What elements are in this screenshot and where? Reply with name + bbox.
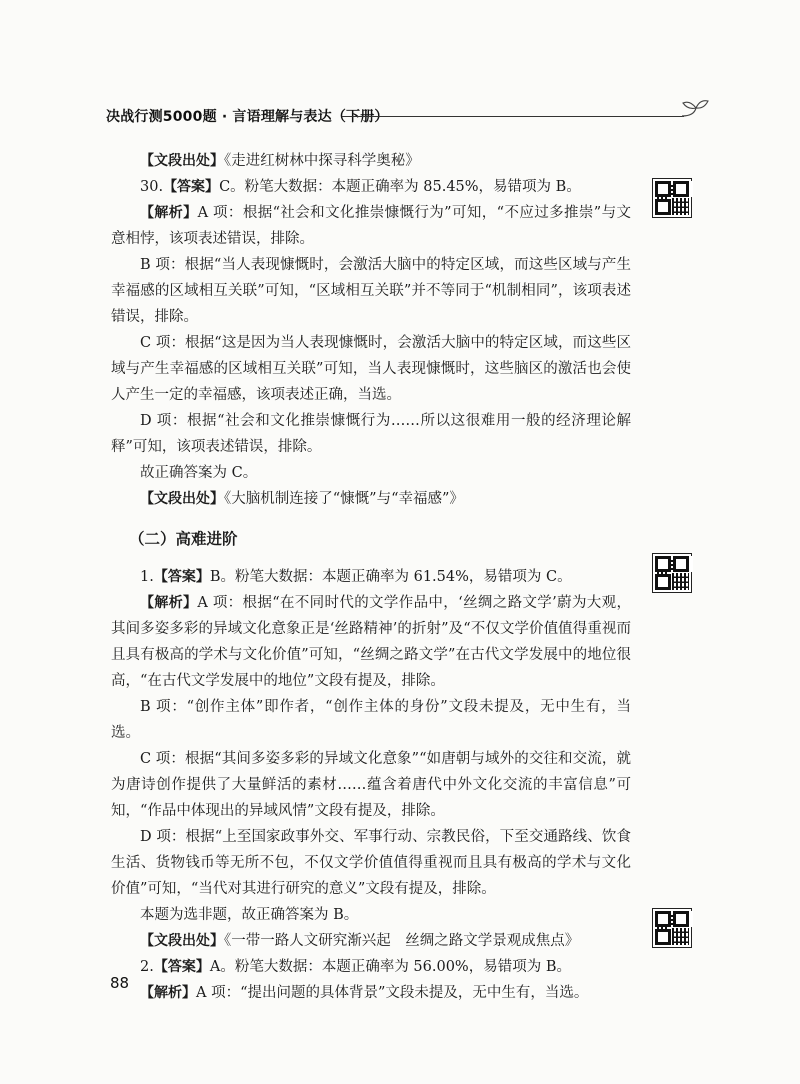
source-line [111, 928, 631, 954]
answer-line-1 [111, 564, 631, 590]
leaf-sprout-icon [680, 98, 710, 120]
option-analysis-d: D 项：根据“上至国家政事外交、军事行动、宗教民俗，下至交通路线、饮食生活、货物钱币等无所不包，不仅文学价值值得重视而且具有极高的学术与文化价值”可知，“当代对其进行研究的意义”文段有提及，排除。 [111, 829, 631, 897]
option-analysis-d: D 项：根据“社会和文化推崇慷慨行为……所以这很难用一般的经济理论解释”可知，该项表述错误，排除。 [111, 413, 631, 455]
answer-line-30 [111, 174, 631, 200]
analysis-label: 【解析】 [140, 985, 196, 1001]
qr-code-icon[interactable] [652, 908, 692, 948]
section-title: （二）高难进阶 [129, 530, 238, 548]
analysis-paragraph [111, 590, 631, 694]
question-number: 2. [140, 959, 154, 975]
source-label: 【文段出处】 [140, 933, 224, 949]
answer-label: 【答案】 [163, 179, 220, 195]
question-number: 30. [140, 179, 164, 195]
analysis-paragraph [111, 200, 631, 252]
source-text: 《一带一路人文研究渐兴起 丝绸之路文学景观成焦点》 [224, 933, 580, 949]
running-header [106, 100, 706, 128]
source-label: 【文段出处】 [140, 153, 224, 169]
question-number: 1. [140, 569, 154, 585]
option-analysis-a: A 项：“提出问题的具体背景”文段未提及，无中生有，当选。 [196, 985, 589, 1001]
conclusion: 本题为选非题，故正确答案为 B。 [140, 907, 359, 923]
page-number: 88 [110, 974, 130, 992]
option-analysis-b: B 项：根据“当人表现慷慨时，会激活大脑中的特定区域，而这些区域与产生幸福感的区域相互关联”可知，“区域相互关联”并不等同于“机制相同”，该项表述错误，排除。 [111, 257, 631, 325]
qr-code-icon[interactable] [652, 553, 692, 593]
option-analysis-b: B 项：“创作主体”即作者，“创作主体的身份”文段未提及，无中生有，当选。 [111, 699, 631, 741]
page-body [111, 148, 631, 1006]
qr-code-icon[interactable] [652, 178, 692, 218]
answer-text: A。粉笔大数据：本题正确率为 56.00%，易错项为 B。 [209, 959, 571, 975]
option-analysis-c: C 项：根据“这是因为当人表现慷慨时，会激活大脑中的特定区域，而这些区域与产生幸福感的区域相互关联”可知，当人表现慷慨时，这些脑区的激活也会使人产生一定的幸福感，该项表述正确，当选。 [111, 335, 631, 403]
option-analysis-a: A 项：根据“社会和文化推崇慷慨行为”可知，“不应过多推崇”与文意相悖，该项表述错误，排除。 [111, 205, 631, 247]
option-analysis-c: C 项：根据“其间多姿多彩的异域文化意象”“如唐朝与域外的交往和交流，就为唐诗创作提供了大量鲜活的素材……蕴含着唐代中外文化交流的丰富信息”可知，“作品中体现出的异域风情”文段有提及，排除。 [111, 751, 631, 819]
header-rule [342, 116, 684, 117]
header-title: 决战行测5000题 · 言语理解与表达（下册） [106, 109, 389, 125]
answer-label: 【答案】 [153, 959, 210, 975]
analysis-label: 【解析】 [140, 595, 198, 611]
answer-line-2 [111, 954, 631, 980]
answer-label: 【答案】 [153, 569, 210, 585]
conclusion: 故正确答案为 C。 [140, 465, 258, 481]
source-line [111, 148, 631, 174]
answer-text: C。粉笔大数据：本题正确率为 85.45%，易错项为 B。 [219, 179, 581, 195]
option-analysis-a: A 项：根据“在不同时代的文学作品中，‘丝绸之路文学’蔚为大观，其间多姿多彩的异域文化意象正是‘丝路精神’的折射”及“不仅文学价值值得重视而且具有极高的学术与文化价值”可知，“丝绸之路文学”在古代文学发展中的地位很高，“在古代文学发展中的地位”文段有提及，排除。 [111, 595, 631, 689]
source-label: 【文段出处】 [140, 491, 224, 507]
source-text: 《大脑机制连接了“慷慨”与“幸福感”》 [224, 491, 464, 507]
source-line [111, 486, 631, 512]
analysis-paragraph [111, 980, 631, 1006]
analysis-label: 【解析】 [140, 205, 198, 221]
source-text: 《走进红树林中探寻科学奥秘》 [224, 153, 420, 169]
answer-text: B。粉笔大数据：本题正确率为 61.54%，易错项为 C。 [209, 569, 572, 585]
